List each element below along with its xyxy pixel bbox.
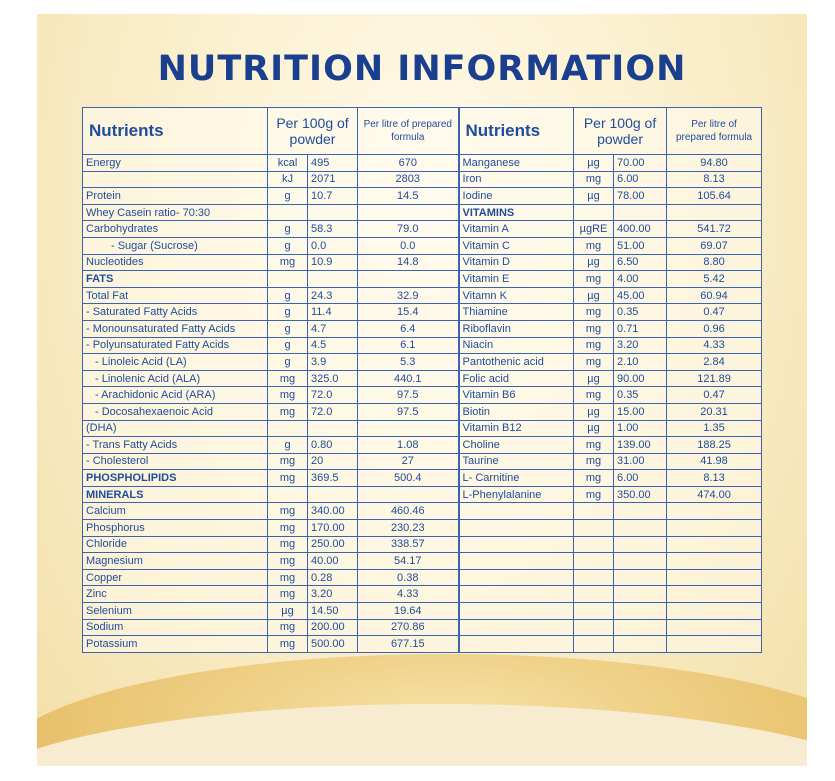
- unit-left: kJ: [268, 171, 308, 188]
- value-per-litre-right: [667, 603, 762, 620]
- value-per-100g-left: 325.0: [308, 370, 358, 387]
- value-per-100g-left: 0.0: [308, 237, 358, 254]
- unit-right: mg: [574, 453, 614, 470]
- header-per100g-left: Per 100g of powder: [268, 108, 358, 155]
- value-per-litre-right: 0.96: [667, 320, 762, 337]
- nutrient-name-left: - Polyunsaturated Fatty Acids: [83, 337, 268, 354]
- header-per100g-right: Per 100g of powder: [574, 108, 667, 155]
- unit-right: [574, 536, 614, 553]
- nutrient-name-left: - Saturated Fatty Acids: [83, 304, 268, 321]
- unit-right: mg: [574, 337, 614, 354]
- unit-left: g: [268, 354, 308, 371]
- unit-left: mg: [268, 520, 308, 537]
- value-per-100g-right: [614, 569, 667, 586]
- unit-right: µg: [574, 155, 614, 172]
- value-per-litre-left: 500.4: [358, 470, 459, 487]
- table-header-row: [83, 108, 762, 155]
- value-per-100g-right: [614, 603, 667, 620]
- nutrient-name-right: Iodine: [459, 188, 574, 205]
- value-per-100g-left: 4.7: [308, 320, 358, 337]
- value-per-100g-left: [308, 486, 358, 503]
- nutrient-name-right: [459, 619, 574, 636]
- value-per-litre-left: [358, 420, 459, 437]
- unit-left: g: [268, 337, 308, 354]
- unit-right: mg: [574, 437, 614, 454]
- nutrient-name-left: - Monounsaturated Fatty Acids: [83, 320, 268, 337]
- table-row: [83, 237, 762, 254]
- value-per-100g-right: [614, 204, 667, 221]
- unit-left: mg: [268, 586, 308, 603]
- value-per-litre-right: 105.64: [667, 188, 762, 205]
- value-per-litre-right: [667, 586, 762, 603]
- value-per-litre-right: 5.42: [667, 271, 762, 288]
- value-per-litre-right: 94.80: [667, 155, 762, 172]
- unit-right: [574, 204, 614, 221]
- nutrient-name-right: [459, 503, 574, 520]
- value-per-litre-left: 6.1: [358, 337, 459, 354]
- nutrient-name-left: Total Fat: [83, 287, 268, 304]
- unit-left: g: [268, 320, 308, 337]
- table-row: [83, 287, 762, 304]
- value-per-litre-left: 14.5: [358, 188, 459, 205]
- nutrient-name-left: FATS: [83, 271, 268, 288]
- unit-left: mg: [268, 370, 308, 387]
- nutrient-name-right: Vitamin A: [459, 221, 574, 238]
- value-per-100g-left: 10.9: [308, 254, 358, 271]
- value-per-100g-right: 139.00: [614, 437, 667, 454]
- nutrient-name-left: - Sugar (Sucrose): [83, 237, 268, 254]
- unit-left: g: [268, 304, 308, 321]
- table-row: [83, 304, 762, 321]
- nutrient-name-left: Whey Casein ratio- 70:30: [83, 204, 268, 221]
- nutrient-name-right: Pantothenic acid: [459, 354, 574, 371]
- unit-left: g: [268, 437, 308, 454]
- value-per-litre-right: [667, 204, 762, 221]
- table-row: [83, 337, 762, 354]
- nutrient-name-left: Energy: [83, 155, 268, 172]
- value-per-100g-right: 2.10: [614, 354, 667, 371]
- unit-right: mg: [574, 237, 614, 254]
- unit-left: mg: [268, 387, 308, 404]
- header-nutrients-left: Nutrients: [83, 108, 268, 155]
- value-per-100g-left: 200.00: [308, 619, 358, 636]
- value-per-litre-left: 5.3: [358, 354, 459, 371]
- value-per-100g-right: [614, 536, 667, 553]
- value-per-100g-left: 14.50: [308, 603, 358, 620]
- value-per-100g-right: 78.00: [614, 188, 667, 205]
- unit-right: [574, 619, 614, 636]
- unit-right: mg: [574, 470, 614, 487]
- table-row: [83, 155, 762, 172]
- table-row: [83, 520, 762, 537]
- nutrient-name-right: L-Phenylalanine: [459, 486, 574, 503]
- value-per-100g-right: 31.00: [614, 453, 667, 470]
- unit-right: mg: [574, 387, 614, 404]
- nutrient-name-left: Phosphorus: [83, 520, 268, 537]
- value-per-litre-left: 460.46: [358, 503, 459, 520]
- nutrient-name-right: L- Carnitine: [459, 470, 574, 487]
- value-per-100g-left: 340.00: [308, 503, 358, 520]
- value-per-100g-right: 90.00: [614, 370, 667, 387]
- value-per-litre-left: 97.5: [358, 387, 459, 404]
- value-per-litre-left: 97.5: [358, 403, 459, 420]
- unit-left: mg: [268, 453, 308, 470]
- value-per-litre-left: 1.08: [358, 437, 459, 454]
- unit-right: [574, 520, 614, 537]
- nutrient-name-right: [459, 636, 574, 653]
- value-per-litre-right: [667, 503, 762, 520]
- value-per-litre-right: 8.80: [667, 254, 762, 271]
- unit-right: mg: [574, 320, 614, 337]
- table-row: [83, 470, 762, 487]
- value-per-100g-left: 170.00: [308, 520, 358, 537]
- value-per-100g-left: 40.00: [308, 553, 358, 570]
- value-per-100g-left: 369.5: [308, 470, 358, 487]
- unit-left: mg: [268, 569, 308, 586]
- nutrient-name-left: - Linoleic Acid (LA): [83, 354, 268, 371]
- value-per-litre-left: 0.38: [358, 569, 459, 586]
- header-perlitre-right: Per litre of prepared formula: [667, 108, 762, 155]
- value-per-100g-right: 15.00: [614, 403, 667, 420]
- unit-left: [268, 420, 308, 437]
- value-per-litre-right: 41.98: [667, 453, 762, 470]
- value-per-100g-right: 0.35: [614, 304, 667, 321]
- unit-left: g: [268, 287, 308, 304]
- value-per-litre-right: [667, 569, 762, 586]
- value-per-100g-left: 72.0: [308, 387, 358, 404]
- value-per-litre-right: [667, 520, 762, 537]
- value-per-100g-left: 495: [308, 155, 358, 172]
- value-per-100g-right: 6.00: [614, 470, 667, 487]
- value-per-100g-right: [614, 636, 667, 653]
- unit-left: [268, 486, 308, 503]
- table-row: [83, 536, 762, 553]
- table-row: [83, 420, 762, 437]
- nutrient-name-left: Protein: [83, 188, 268, 205]
- value-per-100g-right: 1.00: [614, 420, 667, 437]
- table-row: [83, 453, 762, 470]
- nutrition-table: [82, 107, 762, 653]
- value-per-litre-left: 4.33: [358, 586, 459, 603]
- value-per-litre-left: 2803: [358, 171, 459, 188]
- value-per-litre-left: [358, 204, 459, 221]
- value-per-litre-right: 0.47: [667, 304, 762, 321]
- nutrient-name-left: [83, 171, 268, 188]
- value-per-100g-left: 0.28: [308, 569, 358, 586]
- header-nutrients-right: Nutrients: [459, 108, 574, 155]
- nutrient-name-right: [459, 536, 574, 553]
- value-per-100g-right: [614, 553, 667, 570]
- table-body: [83, 155, 762, 653]
- unit-right: [574, 503, 614, 520]
- unit-right: µg: [574, 188, 614, 205]
- value-per-100g-left: 72.0: [308, 403, 358, 420]
- value-per-litre-left: 338.57: [358, 536, 459, 553]
- value-per-litre-right: 8.13: [667, 171, 762, 188]
- nutrient-name-left: Magnesium: [83, 553, 268, 570]
- table-row: [83, 603, 762, 620]
- value-per-100g-right: [614, 586, 667, 603]
- nutrient-name-left: Zinc: [83, 586, 268, 603]
- value-per-litre-left: 32.9: [358, 287, 459, 304]
- unit-left: mg: [268, 619, 308, 636]
- unit-right: µg: [574, 370, 614, 387]
- value-per-litre-right: 60.94: [667, 287, 762, 304]
- value-per-litre-left: 15.4: [358, 304, 459, 321]
- nutrient-name-right: [459, 553, 574, 570]
- nutrient-name-right: [459, 603, 574, 620]
- unit-right: [574, 569, 614, 586]
- nutrient-name-right: [459, 520, 574, 537]
- table-row: [83, 586, 762, 603]
- nutrient-name-right: Niacin: [459, 337, 574, 354]
- value-per-litre-right: 0.47: [667, 387, 762, 404]
- unit-left: g: [268, 188, 308, 205]
- unit-left: mg: [268, 470, 308, 487]
- value-per-litre-right: 69.07: [667, 237, 762, 254]
- nutrient-name-left: Nucleotides: [83, 254, 268, 271]
- nutrient-name-right: Taurine: [459, 453, 574, 470]
- table-row: [83, 619, 762, 636]
- value-per-100g-left: [308, 420, 358, 437]
- value-per-100g-right: 6.00: [614, 171, 667, 188]
- unit-left: mg: [268, 553, 308, 570]
- value-per-litre-right: 4.33: [667, 337, 762, 354]
- value-per-litre-right: 188.25: [667, 437, 762, 454]
- unit-right: mg: [574, 486, 614, 503]
- unit-right: [574, 553, 614, 570]
- nutrient-name-left: MINERALS: [83, 486, 268, 503]
- value-per-litre-right: [667, 636, 762, 653]
- table-row: [83, 171, 762, 188]
- table-row: [83, 437, 762, 454]
- value-per-litre-left: 670: [358, 155, 459, 172]
- nutrient-name-left: Chloride: [83, 536, 268, 553]
- value-per-litre-right: 20.31: [667, 403, 762, 420]
- value-per-100g-right: 350.00: [614, 486, 667, 503]
- value-per-100g-right: 3.20: [614, 337, 667, 354]
- unit-left: mg: [268, 536, 308, 553]
- table-row: [83, 569, 762, 586]
- value-per-litre-left: 6.4: [358, 320, 459, 337]
- value-per-100g-right: [614, 619, 667, 636]
- nutrient-name-left: (DHA): [83, 420, 268, 437]
- background-panel: [37, 14, 807, 766]
- value-per-litre-right: 2.84: [667, 354, 762, 371]
- unit-right: mg: [574, 271, 614, 288]
- value-per-100g-right: 45.00: [614, 287, 667, 304]
- unit-right: µg: [574, 420, 614, 437]
- nutrient-name-right: Iron: [459, 171, 574, 188]
- table-row: [83, 403, 762, 420]
- value-per-litre-left: [358, 271, 459, 288]
- nutrition-table-container: [82, 107, 761, 653]
- nutrient-name-right: Vitamin E: [459, 271, 574, 288]
- value-per-100g-right: [614, 503, 667, 520]
- unit-left: g: [268, 221, 308, 238]
- value-per-100g-right: 400.00: [614, 221, 667, 238]
- value-per-100g-left: 10.7: [308, 188, 358, 205]
- nutrient-name-left: Selenium: [83, 603, 268, 620]
- value-per-100g-left: 3.9: [308, 354, 358, 371]
- value-per-litre-left: 270.86: [358, 619, 459, 636]
- value-per-100g-left: 3.20: [308, 586, 358, 603]
- table-row: [83, 486, 762, 503]
- value-per-litre-right: 1.35: [667, 420, 762, 437]
- nutrient-name-left: Sodium: [83, 619, 268, 636]
- value-per-100g-right: 0.35: [614, 387, 667, 404]
- value-per-100g-left: 500.00: [308, 636, 358, 653]
- value-per-litre-left: 27: [358, 453, 459, 470]
- nutrient-name-left: - Linolenic Acid (ALA): [83, 370, 268, 387]
- value-per-litre-right: 474.00: [667, 486, 762, 503]
- table-row: [83, 271, 762, 288]
- value-per-litre-left: 14.8: [358, 254, 459, 271]
- unit-right: [574, 586, 614, 603]
- nutrient-name-right: VITAMINS: [459, 204, 574, 221]
- value-per-litre-right: [667, 536, 762, 553]
- value-per-litre-right: [667, 619, 762, 636]
- value-per-100g-right: 6.50: [614, 254, 667, 271]
- nutrient-name-left: - Arachidonic Acid (ARA): [83, 387, 268, 404]
- value-per-100g-right: 70.00: [614, 155, 667, 172]
- unit-left: mg: [268, 636, 308, 653]
- nutrient-name-right: Vitamin D: [459, 254, 574, 271]
- table-row: [83, 370, 762, 387]
- nutrient-name-right: Vitamn K: [459, 287, 574, 304]
- value-per-litre-left: 0.0: [358, 237, 459, 254]
- unit-left: g: [268, 237, 308, 254]
- unit-left: kcal: [268, 155, 308, 172]
- unit-left: [268, 271, 308, 288]
- nutrient-name-left: PHOSPHOLIPIDS: [83, 470, 268, 487]
- unit-left: µg: [268, 603, 308, 620]
- value-per-100g-left: [308, 271, 358, 288]
- table-row: [83, 221, 762, 238]
- unit-left: [268, 204, 308, 221]
- nutrient-name-right: Folic acid: [459, 370, 574, 387]
- unit-right: µg: [574, 403, 614, 420]
- value-per-100g-left: 58.3: [308, 221, 358, 238]
- nutrient-name-left: Carbohydrates: [83, 221, 268, 238]
- nutrient-name-left: Copper: [83, 569, 268, 586]
- nutrient-name-right: Vitamin B6: [459, 387, 574, 404]
- value-per-litre-left: 79.0: [358, 221, 459, 238]
- table-row: [83, 553, 762, 570]
- nutrient-name-right: [459, 569, 574, 586]
- value-per-100g-right: 0.71: [614, 320, 667, 337]
- value-per-litre-left: 19.64: [358, 603, 459, 620]
- page-title: NUTRITION INFORMATION: [157, 49, 687, 89]
- value-per-100g-left: 11.4: [308, 304, 358, 321]
- unit-right: [574, 603, 614, 620]
- table-row: [83, 387, 762, 404]
- unit-right: mg: [574, 354, 614, 371]
- value-per-litre-left: 54.17: [358, 553, 459, 570]
- table-row: [83, 204, 762, 221]
- value-per-litre-left: 677.15: [358, 636, 459, 653]
- unit-left: mg: [268, 254, 308, 271]
- nutrient-name-right: Thiamine: [459, 304, 574, 321]
- unit-right: [574, 636, 614, 653]
- unit-right: µg: [574, 254, 614, 271]
- header-perlitre-left: Per litre of prepared formula: [358, 108, 459, 155]
- value-per-100g-right: [614, 520, 667, 537]
- value-per-litre-right: 8.13: [667, 470, 762, 487]
- table-row: [83, 636, 762, 653]
- value-per-100g-left: 2071: [308, 171, 358, 188]
- table-row: [83, 320, 762, 337]
- nutrient-name-right: Riboflavin: [459, 320, 574, 337]
- table-row: [83, 254, 762, 271]
- value-per-100g-left: 4.5: [308, 337, 358, 354]
- unit-left: mg: [268, 403, 308, 420]
- nutrient-name-right: Manganese: [459, 155, 574, 172]
- nutrient-name-left: Calcium: [83, 503, 268, 520]
- table-row: [83, 503, 762, 520]
- value-per-100g-left: [308, 204, 358, 221]
- unit-right: mg: [574, 171, 614, 188]
- nutrient-name-right: Choline: [459, 437, 574, 454]
- value-per-litre-right: [667, 553, 762, 570]
- value-per-litre-left: 440.1: [358, 370, 459, 387]
- value-per-100g-right: 4.00: [614, 271, 667, 288]
- nutrient-name-right: [459, 586, 574, 603]
- unit-right: µg: [574, 287, 614, 304]
- value-per-litre-right: 121.89: [667, 370, 762, 387]
- unit-left: mg: [268, 503, 308, 520]
- value-per-100g-left: 24.3: [308, 287, 358, 304]
- value-per-litre-left: [358, 486, 459, 503]
- table-row: [83, 354, 762, 371]
- nutrient-name-right: Vitamin B12: [459, 420, 574, 437]
- table-row: [83, 188, 762, 205]
- nutrient-name-right: Vitamin C: [459, 237, 574, 254]
- nutrient-name-left: Potassium: [83, 636, 268, 653]
- value-per-litre-right: 541.72: [667, 221, 762, 238]
- unit-right: mg: [574, 304, 614, 321]
- value-per-litre-left: 230.23: [358, 520, 459, 537]
- value-per-100g-right: 51.00: [614, 237, 667, 254]
- nutrient-name-left: - Docosahexaenoic Acid: [83, 403, 268, 420]
- nutrient-name-left: - Trans Fatty Acids: [83, 437, 268, 454]
- nutrient-name-left: - Cholesterol: [83, 453, 268, 470]
- value-per-100g-left: 20: [308, 453, 358, 470]
- nutrient-name-right: Biotin: [459, 403, 574, 420]
- value-per-100g-left: 0.80: [308, 437, 358, 454]
- unit-right: µgRE: [574, 221, 614, 238]
- value-per-100g-left: 250.00: [308, 536, 358, 553]
